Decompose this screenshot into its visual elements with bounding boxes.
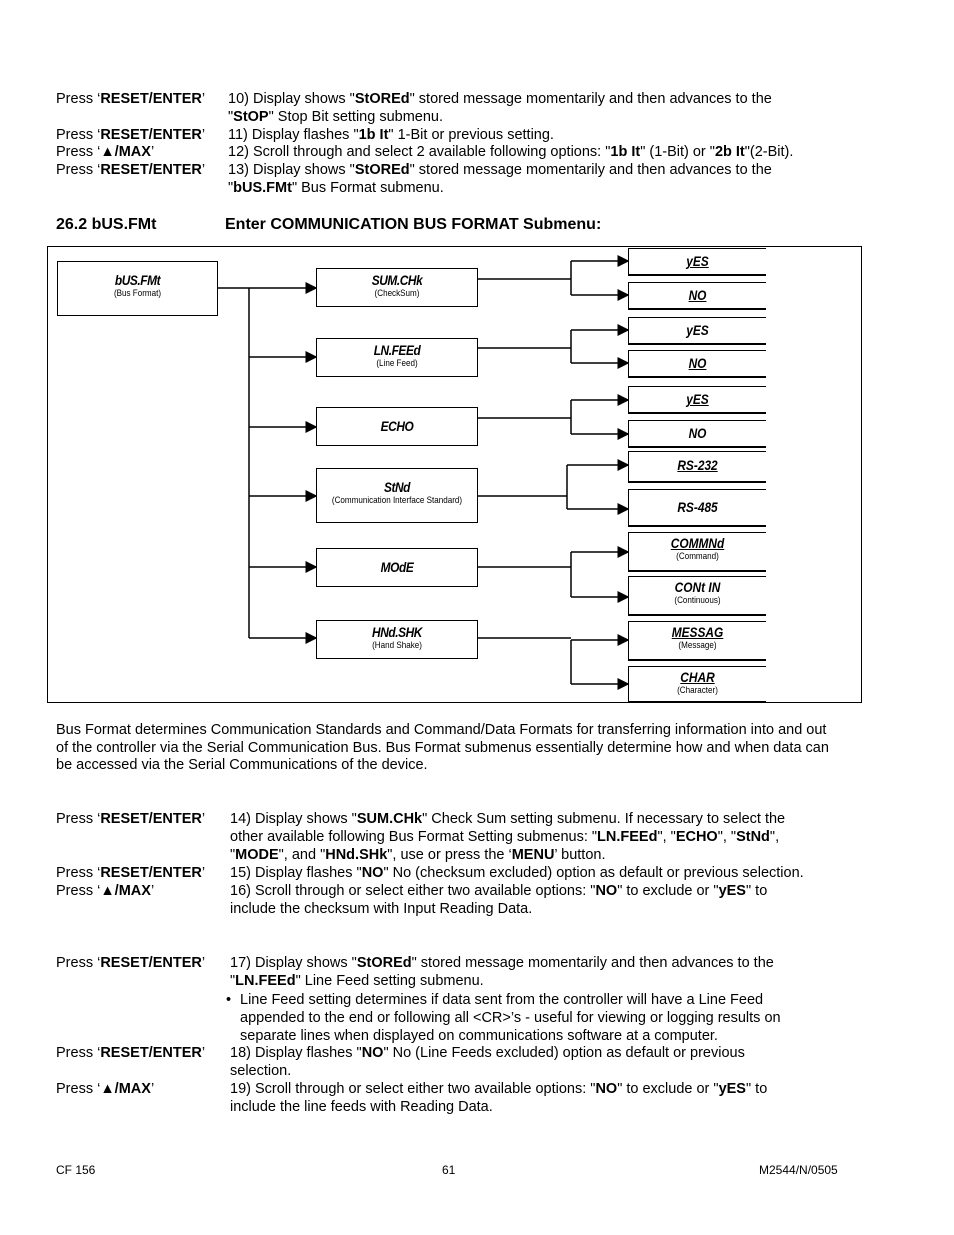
bus-format-diagram xyxy=(47,246,862,703)
option-rs485 xyxy=(628,489,766,527)
node-label: HNd.SHK xyxy=(372,624,422,640)
submenu-mode xyxy=(316,548,478,587)
option-no xyxy=(628,350,766,378)
bullet-text: separate lines when displayed on communications software at a computer. xyxy=(240,1028,718,1044)
press-label: Press ‘▲/MAX’ xyxy=(56,144,155,160)
option-label: COMMNd xyxy=(670,535,725,551)
step-text: 13) Display shows "StOREd" stored message momentarily and then advances to the xyxy=(228,162,772,178)
option-label: NO xyxy=(688,425,707,441)
step-text: 15) Display flashes "NO" No (checksum excluded) option as default or previous selection. xyxy=(230,865,804,881)
footer-doc-code: CF 156 xyxy=(56,1163,96,1177)
step-text: include the line feeds with Reading Data. xyxy=(230,1099,493,1115)
node-sublabel: (CheckSum) xyxy=(374,288,420,299)
submenu-echo xyxy=(316,407,478,446)
press-label: Press ‘▲/MAX’ xyxy=(56,883,155,899)
press-label: Press ‘RESET/ENTER’ xyxy=(56,162,206,178)
option-sublabel: (Continuous) xyxy=(674,595,721,606)
step-text: 10) Display shows "StOREd" stored message momentarily and then advances to the xyxy=(228,91,772,107)
section-number: 26.2 bUS.FMt xyxy=(56,216,157,233)
step-text: "bUS.FMt" Bus Format submenu. xyxy=(228,180,444,196)
node-label: LN.FEEd xyxy=(373,342,421,358)
step-text: "LN.FEEd" Line Feed setting submenu. xyxy=(230,973,484,989)
press-label: Press ‘RESET/ENTER’ xyxy=(56,127,206,143)
press-label: Press ‘RESET/ENTER’ xyxy=(56,91,206,107)
node-label: MOdE xyxy=(380,559,414,575)
option-label: yES xyxy=(686,391,709,407)
option-sublabel: (Message) xyxy=(678,640,717,651)
step-text: 12) Scroll through and select 2 available following options: "1b It" (1-Bit) or "2b It"(2-Bit). xyxy=(228,144,794,160)
node-sublabel: (Communication Interface Standard) xyxy=(331,495,463,506)
section-title: Enter COMMUNICATION BUS FORMAT Submenu: xyxy=(225,216,602,233)
node-label: SUM.CHk xyxy=(371,272,423,288)
bullet-text: appended to the end or following all <CR>’s - useful for viewing or logging results on xyxy=(240,1010,781,1026)
node-sublabel: (Hand Shake) xyxy=(372,640,422,651)
page-number: 61 xyxy=(442,1163,456,1177)
step-text: include the checksum with Input Reading Data. xyxy=(230,901,533,917)
press-label: Press ‘RESET/ENTER’ xyxy=(56,865,206,881)
step-text: other available following Bus Format Setting submenus: "LN.FEEd", "ECHO", "StNd", xyxy=(230,829,780,845)
option-label: RS-485 xyxy=(677,499,718,515)
option-label: yES xyxy=(686,322,709,338)
option-label: RS-232 xyxy=(677,457,718,473)
press-label: Press ‘RESET/ENTER’ xyxy=(56,955,206,971)
option-yes xyxy=(628,317,766,345)
option-label: CHAR xyxy=(680,669,715,685)
press-label: Press ‘▲/MAX’ xyxy=(56,1081,155,1097)
footer-revision: M2544/N/0505 xyxy=(759,1163,838,1177)
step-text: selection. xyxy=(230,1063,292,1079)
option-sublabel: (Command) xyxy=(676,551,719,562)
node-sublabel: (Line Feed) xyxy=(376,358,418,369)
root-node-bus-format xyxy=(57,261,218,316)
option-command xyxy=(628,532,766,572)
step-text: 18) Display flashes "NO" No (Line Feeds excluded) option as default or previous xyxy=(230,1045,745,1061)
option-sublabel: (Character) xyxy=(677,685,718,696)
step-text: 16) Scroll through or select either two available options: "NO" to exclude or "yES" to xyxy=(230,883,768,899)
press-label: Press ‘RESET/ENTER’ xyxy=(56,811,206,827)
step-text: 17) Display shows "StOREd" stored message momentarily and then advances to the xyxy=(230,955,774,971)
option-yes xyxy=(628,248,766,276)
option-no xyxy=(628,420,766,448)
body-paragraph-line: of the controller via the Serial Communication Bus. Bus Format submenus essentially determine how and when data can xyxy=(56,740,829,756)
node-label: StNd xyxy=(383,479,411,495)
step-text: 11) Display flashes "1b It" 1-Bit or previous setting. xyxy=(228,127,554,143)
step-text: "MODE", and "HNd.SHk", use or press the ‘MENU’ button. xyxy=(230,847,606,863)
step-text: 14) Display shows "SUM.CHk" Check Sum setting submenu. If necessary to select the xyxy=(230,811,786,827)
body-paragraph-line: Bus Format determines Communication Standards and Command/Data Formats for transferring information into and out xyxy=(56,722,827,738)
option-label: CONt IN xyxy=(674,579,721,595)
step-text: 19) Scroll through or select either two available options: "NO" to exclude or "yES" to xyxy=(230,1081,768,1097)
press-label: Press ‘RESET/ENTER’ xyxy=(56,1045,206,1061)
node-label: bUS.FMt xyxy=(114,272,161,288)
submenu-ln-feed xyxy=(316,338,478,377)
option-continuous xyxy=(628,576,766,616)
bullet-text: Line Feed setting determines if data sent from the controller will have a Line Feed xyxy=(240,992,764,1008)
node-label: ECHO xyxy=(380,418,414,434)
option-character xyxy=(628,666,766,703)
option-rs232 xyxy=(628,451,766,483)
option-label: NO xyxy=(688,355,707,371)
submenu-hnd-shk xyxy=(316,620,478,659)
step-text: "StOP" Stop Bit setting submenu. xyxy=(228,109,444,125)
body-paragraph-line: be accessed via the Serial Communications of the device. xyxy=(56,757,428,773)
submenu-stnd xyxy=(316,468,478,523)
option-label: yES xyxy=(686,253,709,269)
option-label: MESSAG xyxy=(671,624,724,640)
option-yes xyxy=(628,386,766,414)
option-message xyxy=(628,621,766,661)
option-no xyxy=(628,282,766,310)
option-label: NO xyxy=(688,287,707,303)
bullet-icon: • xyxy=(226,992,232,1008)
submenu-sum-chk xyxy=(316,268,478,307)
node-sublabel: (Bus Format) xyxy=(113,288,162,299)
